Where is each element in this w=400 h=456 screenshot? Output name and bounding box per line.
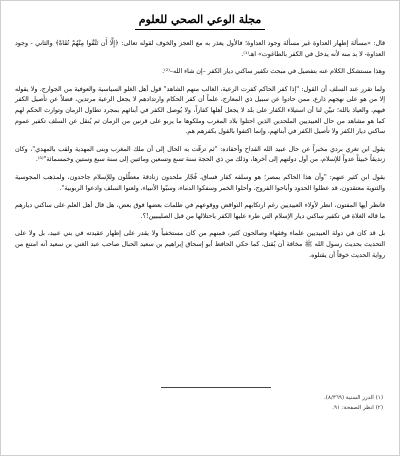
paragraph-4: يقول ابن تغري بردي مخبراً عن حال عبيد الله القداح وأحفاده: "ثم ترقّت به الحال إلى أن ملك المغرب وبنى المهدية ولقب بالمهدي"، وكان زنديقاً خبيثاً عدواً للإسلام، من أول دولتهم إلى آخرها، وذلك من ذي الحجة سنة تسع وتسعين ومائتين إلى سنة سبع وستين وخمسمائة"⁽³⁾. xyxy=(15,145,385,164)
paragraph-5: يقول ابن كثير عنهم: "وأن هذا الحاكم بمصر؛ هو وسلفه كفار فساق، فُجّار ملحدون زنادقة معطّلون وللإسلام جاحدون، ولمذهب المجوسية والثنوية معتقدون، قد عطلوا الحدود وأباحوا الفروج، وأحلوا الخمر وسفكوا الدماء، وسبّوا الأنبياء، ولعنوا السلف وادعوا الربوبية". xyxy=(15,173,385,192)
page-header xyxy=(1,7,399,31)
article-body xyxy=(15,39,385,268)
paragraph-6: فانظر أيها المفتون، انظر لأولاء العبيديين رغم ارتكابهم النواقض ووقوعهم في ظلمات بعضها فوق بعض، هل قال أهل العلم على ساكني ديارهم ما قاله الغلاة في تكفير ساكني ديار الإسلام التي طرء عليها الكفر باحتلالها من قبل الصليبيين!؟. xyxy=(15,202,385,220)
paragraph-2: وهذا مستشكل الكلام عنه بتفصيل في مبحث تكفير ساكني ديار الكفر –إن شاء الله–⁽²⁾. xyxy=(162,68,385,76)
footnote-1: (١) الدرر السنية (٨/٣٦٩). xyxy=(324,395,383,401)
paragraph-7: بل قد كان في دولة العبيديين علماء وفقهاء وصالحون كثير، فمنهم من كان مستخفياً ولا يقدر على إظهار عقيدته في بني عبيد، بل ولا على التحديث بحديث رسول الله ﷺ مخافة أن يُقتل، كما حكي الحافظ أبو إسحاق إبراهيم بن سعيد الحبال صاحب عبد الغني بن سعيد أنه امتنع من رواية الحديث خوفاً أن يقتلوه. xyxy=(15,230,385,259)
footnote-divider xyxy=(161,387,271,388)
footnotes xyxy=(151,393,383,413)
journal-title: مجلة الوعي الصحي للعلوم xyxy=(129,11,272,28)
footnote-2: (٢) انظر الصفحة: ٩١. xyxy=(332,405,383,411)
paragraph-1: قال: «مسألة إظهار العداوة غير مسألة وجود العداوة؛ فالأول يعذر به مع العجز والخوف لقوله تعالى: ﴿إِلَّا أَن تَتَّقُوا مِنْهُمْ تُقَاةً﴾ والثاني - وجود العداوة- لا بد منه لأنه يدخل في الكفر بالطاغوت» اهـ⁽¹⁾. xyxy=(15,40,385,58)
paragraph-3: ولما تقرر عند السلف أن القول: "إذا كفر الحاكم كفرت الرعية، الغالب منهم الشاهد" قول أهل الغلو السياسية والعوفية من الجوارج، ولا يقوله إلا من هو على نهجهم ذارع، ممن حادوا عن سبيل ذي المعارج، علماً أن كفر الحكام وارتدادهم لا يجعل الرعية مرتدين، فضلاً عن تأصيل الكفر فيهم، والعياذ بالله؛ تبيّن لنا أن استيلاء الكفار على بلد لا يجعل أهلها كفاراً، ولا يُوصل الكفر في أبنائهم بمجرد تطاول الزمان وتوارث الحكم لهم كما هو مشاهد من حال العبيديين الملحدين الذين احتلوا بلاد المغرب وملكوها ما يربو على قرنين من الزمان ثم يُنقل عن السلف تكفير عموم ساكني ديار الكفر ولا تأصيل الكفر في أبنائهم، وإنما اكتفوا بالقول بكفرهم هم. xyxy=(15,85,385,136)
